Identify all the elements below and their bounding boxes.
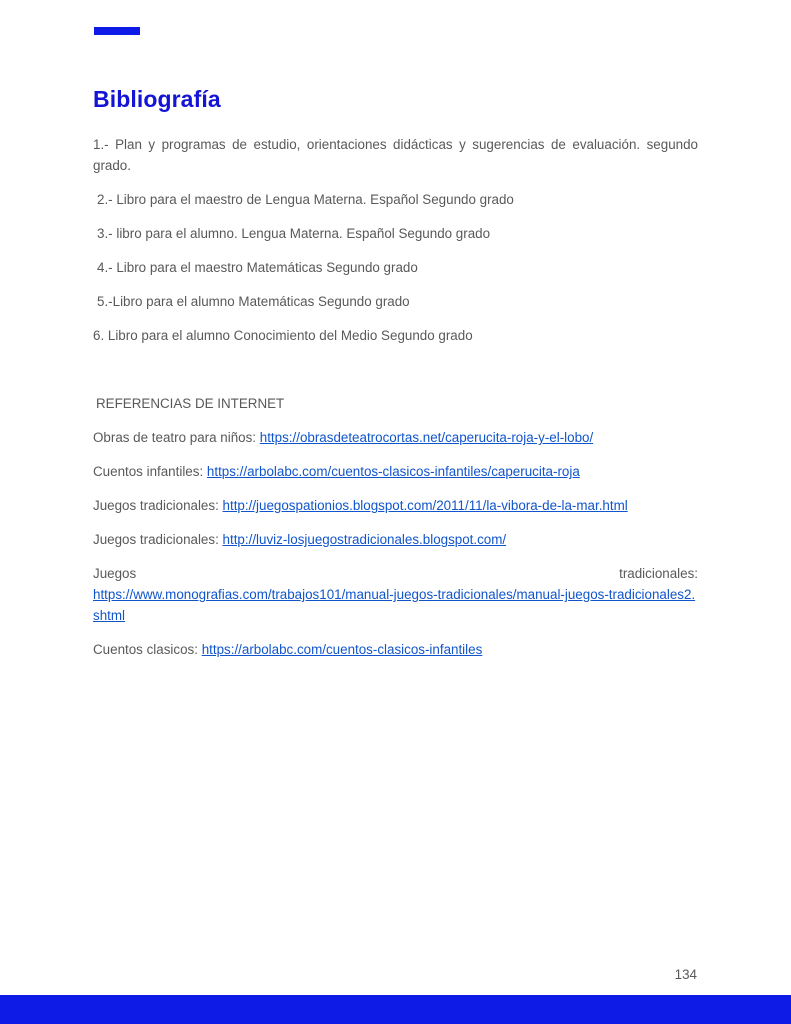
bibliography-item-2: 2.- Libro para el maestro de Lengua Materna. Español Segundo grado (97, 192, 514, 207)
reference-label-word: Juegos (93, 566, 137, 581)
bottom-accent-bar (0, 995, 791, 1024)
page-title: Bibliografía (93, 86, 221, 112)
bibliography-item-5: 5.-Libro para el alumno Matemáticas Segundo grado (97, 294, 410, 309)
reference-label: Cuentos infantiles: (93, 464, 204, 479)
reference-label: Cuentos clasicos: (93, 642, 198, 657)
reference-link[interactable]: https://arbolabc.com/cuentos-clasicos-infantiles/caperucita-roja (206, 464, 580, 479)
reference-item-3 (93, 495, 698, 516)
reference-label-word: tradicionales: (619, 566, 698, 581)
reference-item-5 (93, 563, 698, 626)
section-spacer (93, 359, 698, 393)
reference-link[interactable]: https://obrasdeteatrocortas.net/caperucita-roja-y-el-lobo/ (259, 430, 594, 445)
reference-item-6 (93, 639, 698, 660)
bibliography-item-3: 3.- libro para el alumno. Lengua Materna. Español Segundo grado (97, 226, 491, 241)
reference-link[interactable]: http://luviz-losjuegostradicionales.blogspot.com/ (222, 532, 507, 547)
top-accent-bar (94, 27, 140, 35)
reference-label: Juegos tradicionales: (93, 532, 219, 547)
bibliography-item-4: 4.- Libro para el maestro Matemáticas Segundo grado (97, 260, 418, 275)
internet-references-heading: REFERENCIAS DE INTERNET (96, 396, 285, 411)
bibliography-item-6: 6. Libro para el alumno Conocimiento del Medio Segundo grado (93, 328, 473, 343)
page-number: 134 (674, 967, 697, 982)
reference-link[interactable]: https://arbolabc.com/cuentos-clasicos-infantiles (201, 642, 483, 657)
bibliography-item-1: 1.- Plan y programas de estudio, orientaciones didácticas y sugerencias de evaluación. segundo grado. (93, 137, 698, 173)
reference-label: Juegos tradicionales: (93, 498, 219, 513)
reference-item-1 (93, 427, 698, 448)
reference-link[interactable]: http://juegospationios.blogspot.com/2011/11/la-vibora-de-la-mar.html (222, 498, 628, 513)
reference-item-2 (93, 461, 698, 482)
document-body (93, 134, 698, 673)
reference-label-line (93, 563, 698, 584)
reference-link[interactable]: https://www.monografias.com/trabajos101/manual-juegos-tradicionales/manual-juegos-tradicionales2.shtml (93, 587, 696, 623)
reference-item-4 (93, 529, 698, 550)
reference-label: Obras de teatro para niños: (93, 430, 257, 445)
